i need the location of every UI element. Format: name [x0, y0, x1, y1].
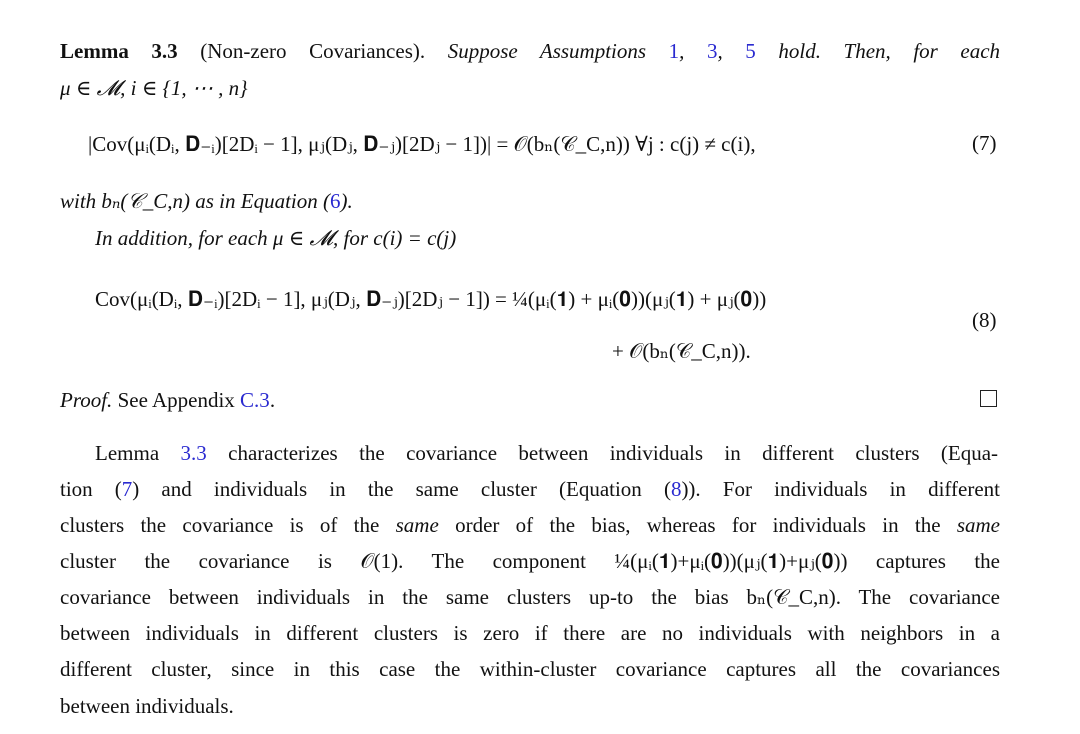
text: tion (	[60, 477, 122, 501]
text: ) and individuals in the same cluster (Equation (	[132, 477, 671, 501]
equation-8-line-2: + 𝒪(bₙ(𝒞_C,n)).	[612, 339, 751, 363]
equation-8-line-1: Cov(μᵢ(Dᵢ, 𝐃₋ᵢ)[2Dᵢ − 1], μⱼ(Dⱼ, 𝐃₋ⱼ)[2Dⱼ − 1]) = ¼(μᵢ(𝟏) + μᵢ(𝟎))(μⱼ(𝟏) + μⱼ(𝟎))	[95, 287, 767, 311]
proof-line	[60, 387, 1000, 413]
text: )).	[681, 477, 701, 501]
text: .	[269, 388, 276, 412]
text: characterizes the covariance between individuals in different clusters (Equa-	[206, 441, 999, 465]
paragraph-line: different cluster, since in this case the within-cluster covariance captures all the covariances	[60, 657, 1000, 681]
paragraph-line: cluster the covariance is 𝒪(1). The component ¼(μᵢ(𝟏)+μᵢ(𝟎))(μⱼ(𝟏)+μⱼ(𝟎)) captures the	[60, 549, 1000, 573]
paragraph-line: between individuals in different clusters is zero if there are no individuals with neighbors in a	[60, 621, 1000, 645]
text: For individuals in different	[700, 477, 1000, 501]
lemma-label: Lemma 3.3	[60, 39, 178, 63]
text: Lemma	[95, 441, 181, 465]
text: with bₙ(𝒞_C,n) as in Equation (	[60, 189, 330, 213]
text: order of the bias, whereas for individuals in the	[438, 513, 957, 537]
ref-link[interactable]: 1	[668, 39, 680, 63]
addition-line: In addition, for each μ ∈ 𝓜, for c(i) = c(j)	[95, 226, 457, 250]
text: clusters the covariance is of the	[60, 513, 396, 537]
lemma-heading-line	[60, 38, 1000, 64]
comma: ,	[717, 39, 723, 63]
ref-link[interactable]: 6	[330, 189, 341, 213]
proof-text: See Appendix	[117, 388, 235, 412]
paragraph-line	[60, 512, 1000, 538]
emphasis: same	[956, 513, 1000, 537]
equation-number: (8)	[972, 308, 997, 332]
ref-link[interactable]: 3	[706, 39, 718, 63]
lemma-text: hold. Then, for each	[778, 39, 1001, 63]
comma: ,	[679, 39, 685, 63]
paragraph-line: between individuals.	[60, 694, 234, 718]
paragraph-line: covariance between individuals in the same clusters up-to the bias bₙ(𝒞_C,n). The covariance	[60, 585, 1000, 609]
text: ).	[340, 189, 353, 213]
ref-link[interactable]: 7	[121, 477, 133, 501]
equation-7: |Cov(μᵢ(Dᵢ, 𝐃₋ᵢ)[2Dᵢ − 1], μⱼ(Dⱼ, 𝐃₋ⱼ)[2Dⱼ − 1])| = 𝒪(bₙ(𝒞_C,n)) ∀j : c(j) ≠ c(i),	[88, 132, 756, 156]
emphasis: same	[395, 513, 439, 537]
ref-link[interactable]: 3.3	[180, 441, 207, 465]
qed-box-icon	[980, 390, 997, 407]
proof-label: Proof.	[60, 388, 113, 412]
appendix-link[interactable]: C.3	[240, 388, 270, 412]
ref-link[interactable]: 8	[670, 477, 682, 501]
with-line	[60, 188, 1000, 214]
lemma-name: (Non-zero Covariances).	[200, 39, 426, 63]
paragraph-line	[95, 440, 998, 466]
paragraph-line	[60, 476, 1000, 502]
ref-link[interactable]: 5	[745, 39, 756, 63]
equation-number: (7)	[972, 131, 997, 155]
lemma-text: Suppose Assumptions	[447, 39, 647, 63]
lemma-line-2: μ ∈ 𝓜, i ∈ {1, ⋯ , n}	[60, 76, 248, 100]
